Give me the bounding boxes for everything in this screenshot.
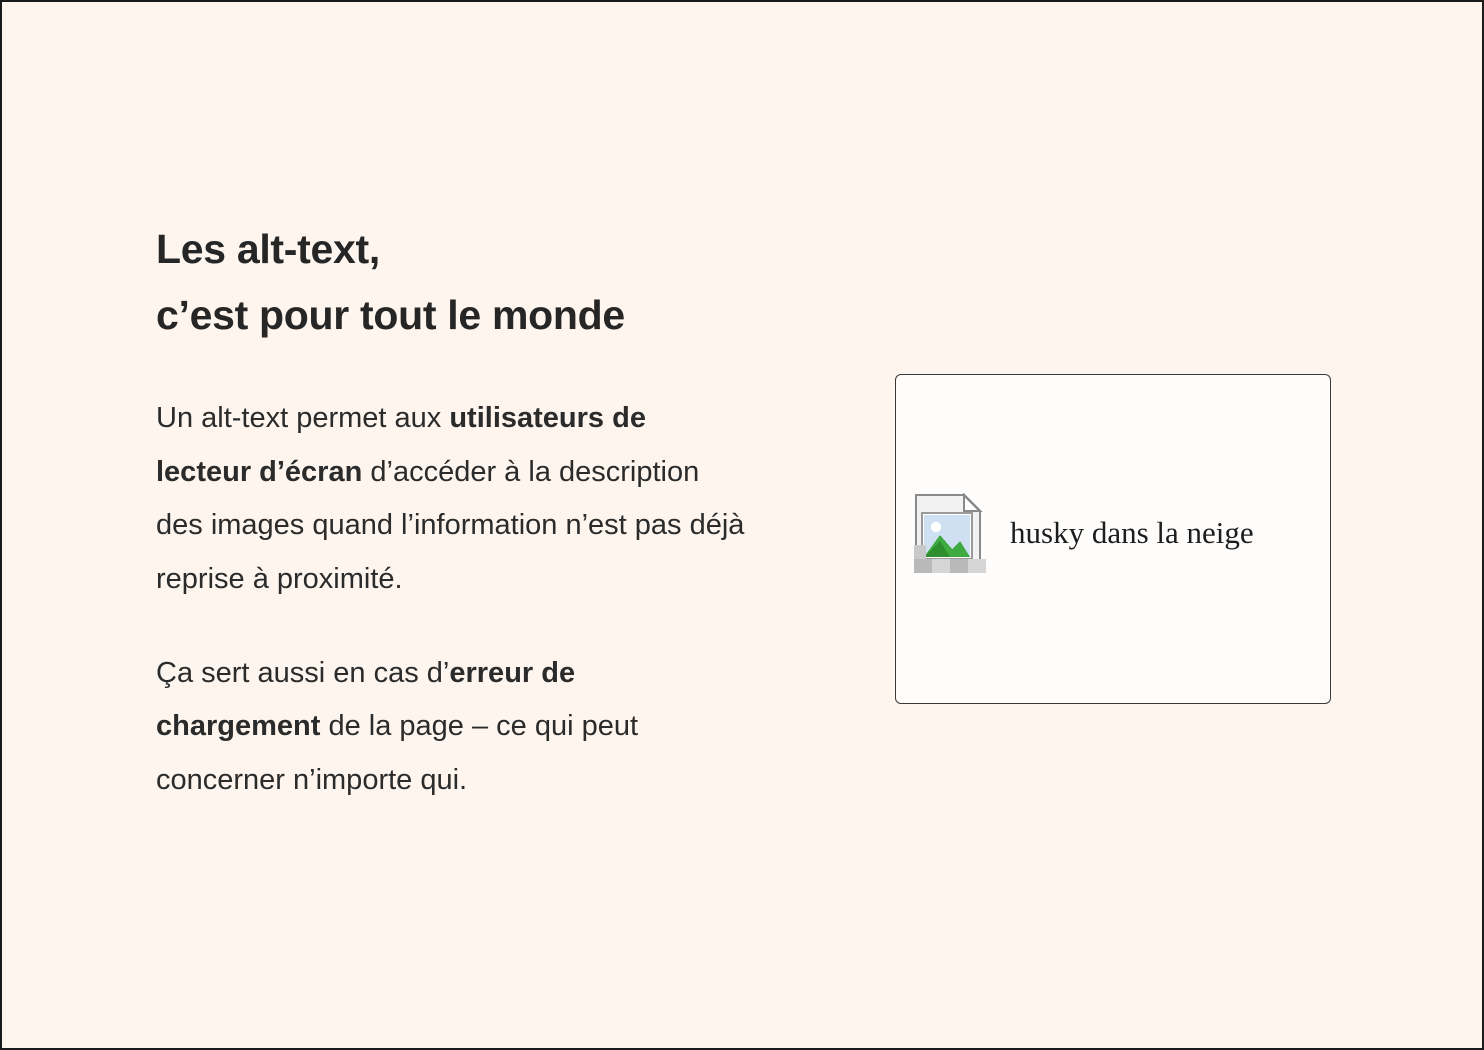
paragraph-2-bold-1: erreur de chargement — [156, 656, 576, 743]
paragraph-1-bold-1: utilisateurs de lecteur d’écran — [156, 402, 646, 488]
alt-text-label: husky dans la neige — [1010, 515, 1254, 550]
paragraph-alt-text-purpose — [156, 392, 746, 607]
page-title — [156, 217, 756, 348]
page-title-line-2: c’est pour tout le monde — [156, 291, 625, 338]
broken-image-example-card — [895, 374, 1331, 704]
page-title-line-1: Les alt-text, — [156, 226, 380, 272]
paragraph-1-segment-2: d’accéder à la description des images quand l’information n’est pas déjà reprise à proximité. — [156, 455, 745, 596]
paragraph-2-segment-2: de la page – ce qui peut concerner n’importe qui. — [156, 710, 639, 797]
paragraph-loading-error — [156, 647, 746, 808]
paragraph-2-segment-1: Ça sert aussi en cas d’ — [156, 656, 450, 689]
paragraph-1-segment-1: Un alt-text permet aux — [156, 402, 450, 435]
broken-image-row — [914, 493, 1254, 573]
broken-image-icon — [914, 493, 986, 573]
text-column — [156, 217, 756, 808]
